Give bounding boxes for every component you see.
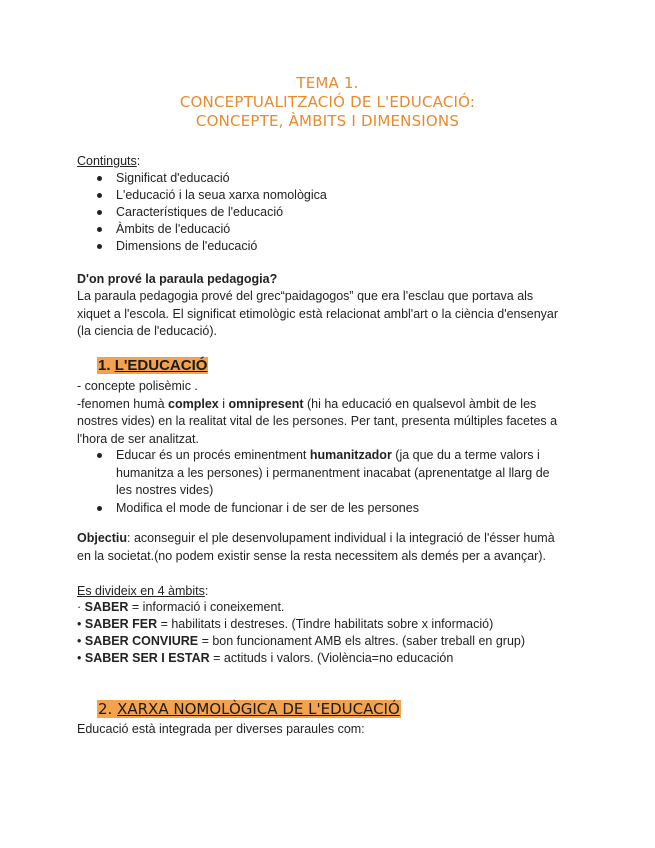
objective-label: Objectiu xyxy=(77,531,128,545)
bullet-dot xyxy=(97,210,102,215)
list-item: • SABER FER = habilitats i destreses. (Tindre habilitats sobre x informació) xyxy=(77,617,494,631)
title-line-1: TEMA 1. xyxy=(296,74,359,92)
bullet-dot xyxy=(97,244,102,249)
objective-paragraph: Objectiu: aconseguir el ple desenvolupament individual i la integració de l'ésser humà en la societat.(no podem existir sense la resta necessitem als demés per a avançar). xyxy=(77,531,555,563)
section-1-bullets xyxy=(97,447,550,517)
areas-label: Es divideix en 4 àmbits xyxy=(77,584,205,598)
list-item: Educar és un procés eminentment humanitzador (ja que du a terme valors i xyxy=(97,447,550,465)
list-item: Modifica el mode de funcionar i de ser de les persones xyxy=(97,500,550,518)
list-item: Dimensions de l'educació xyxy=(97,238,327,255)
section-1-heading: 1. L'EDUCACIÓ xyxy=(98,357,208,374)
document-title xyxy=(0,74,655,131)
bullet-dot xyxy=(97,176,102,181)
list-item-continuation: humanitza a les persones) i permanentment inacabat (aprenentatge al llarg de xyxy=(116,465,550,480)
list-item-continuation: les nostres vides) xyxy=(116,483,214,497)
bullet-dot xyxy=(97,453,102,458)
areas-heading: Es divideix en 4 àmbits: xyxy=(77,584,209,598)
bullet-dot xyxy=(97,227,102,232)
list-item: · SABER = informació i coneixement. xyxy=(77,600,285,614)
contents-label: Continguts xyxy=(77,154,137,168)
list-item: L'educació i la seua xarxa nomològica xyxy=(97,187,327,204)
list-item: Àmbits de l'educació xyxy=(97,221,327,238)
section-2-heading: 2. XARXA NOMOLÒGICA DE L'EDUCACIÓ xyxy=(98,700,400,718)
title-line-2: CONCEPTUALITZACIÓ DE L'EDUCACIÓ: xyxy=(179,93,476,111)
list-item: Significat d'educació xyxy=(97,170,327,187)
bullet-dot xyxy=(97,506,102,511)
contents-list xyxy=(97,170,327,255)
list-item: Característiques de l'educació xyxy=(97,204,327,221)
contents-heading: Continguts: xyxy=(77,154,141,168)
areas-list xyxy=(77,599,525,667)
section-1-body: - concepte polisèmic . -fenomen humà complex i omnipresent (hi ha educació en qualsevol àmbit de les nostres vides) en la realitat vital de les persones. Per tant, presenta múltiples facetes a l'hora de ser analitzat. xyxy=(77,379,558,446)
pedagogy-question: D'on prové la paraula pedagogia? xyxy=(77,272,278,286)
bullet-dot xyxy=(97,193,102,198)
title-line-3: CONCEPTE, ÀMBITS I DIMENSIONS xyxy=(195,112,460,130)
pedagogy-paragraph: La paraula pedagogia prové del grec“paidagogos” que era l'esclau que portava als xiquet a l'escola. El significat etimològic està relacionat ambl'art o la ciència d'ensenyar (la ciencia de l'educació). xyxy=(77,289,559,338)
list-item: • SABER CONVIURE = bon funcionament AMB els altres. (saber treball en grup) xyxy=(77,634,526,648)
list-item: • SABER SER I ESTAR = actituds i valors. (Violència=no educación xyxy=(77,651,454,665)
section-2-intro: Educació està integrada per diverses paraules com: xyxy=(77,722,365,736)
